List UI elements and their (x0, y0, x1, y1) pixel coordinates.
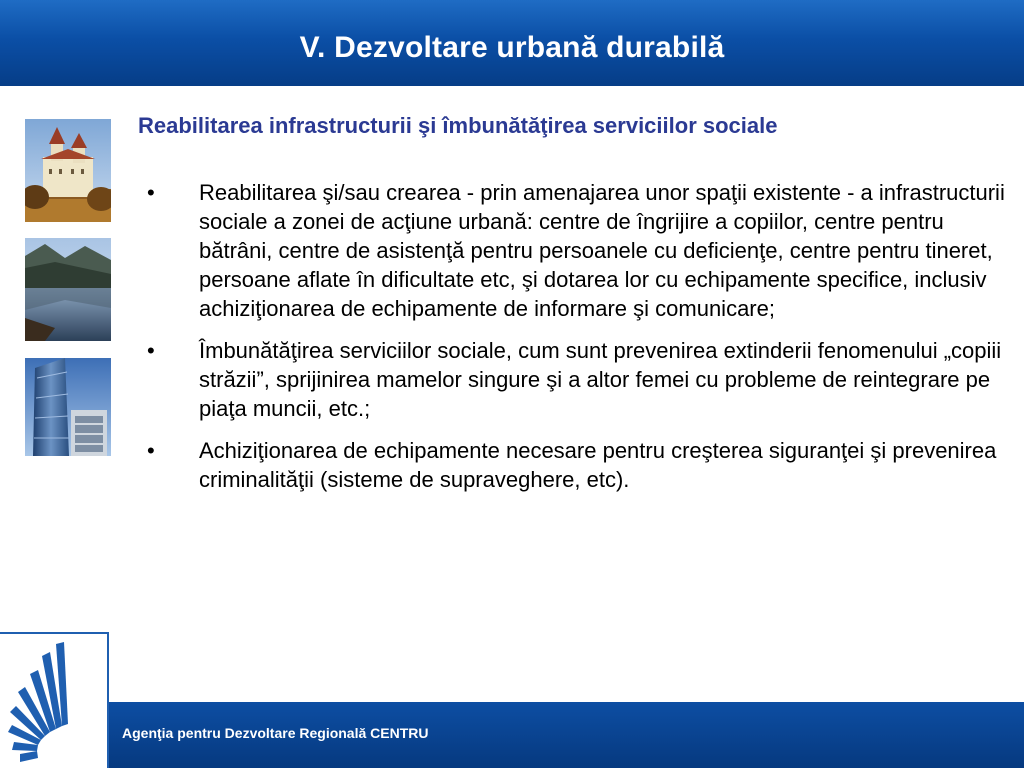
bullet-marker: • (147, 438, 155, 463)
bullet-marker: • (147, 338, 155, 363)
lake-photo (25, 238, 111, 341)
header-bar (0, 0, 1024, 86)
castle-photo (25, 119, 111, 222)
footer-bar (0, 702, 1024, 768)
adr-centru-logo (0, 632, 109, 768)
bullet-marker: • (147, 180, 155, 205)
bullet-item (138, 436, 1018, 494)
bullet-text: Îmbunătăţirea serviciilor sociale, cum sunt prevenirea extinderii fenomenului „copiii străzii”, sprijinirea mamelor singure şi a altor femei cu probleme de reintegrare pe piaţa muncii, etc.; (199, 338, 1002, 421)
bullet-item (138, 178, 1018, 323)
bullet-list (138, 178, 1018, 507)
bullet-item (138, 336, 1018, 423)
adr-logo-icon (0, 634, 105, 766)
bullet-text: Achiziţionarea de echipamente necesare pentru creşterea siguranţei şi prevenirea criminalităţii (sisteme de supraveghere, etc). (199, 438, 997, 492)
bullet-text: Reabilitarea şi/sau crearea - prin amenajarea unor spaţii existente - a infrastructurii sociale a zonei de acţiune urbană: centre de îngrijire a copiilor, centre pentru bătrâni, centre de asistenţă pentru persoanele cu deficienţe, centre pentru tineret, persoane aflate în dificultate etc, şi dotarea lor cu echipamente specifice, inclusiv achiziţionarea de echipamente de informare şi comunicare; (199, 180, 1005, 321)
slide-title: V. Dezvoltare urbană durabilă (299, 31, 725, 64)
skyscraper-photo (25, 358, 111, 456)
section-subtitle: Reabilitarea infrastructurii şi îmbunătăţirea serviciilor sociale (138, 113, 778, 138)
organization-name: Agenţia pentru Dezvoltare Regională CENTRU (122, 725, 429, 741)
